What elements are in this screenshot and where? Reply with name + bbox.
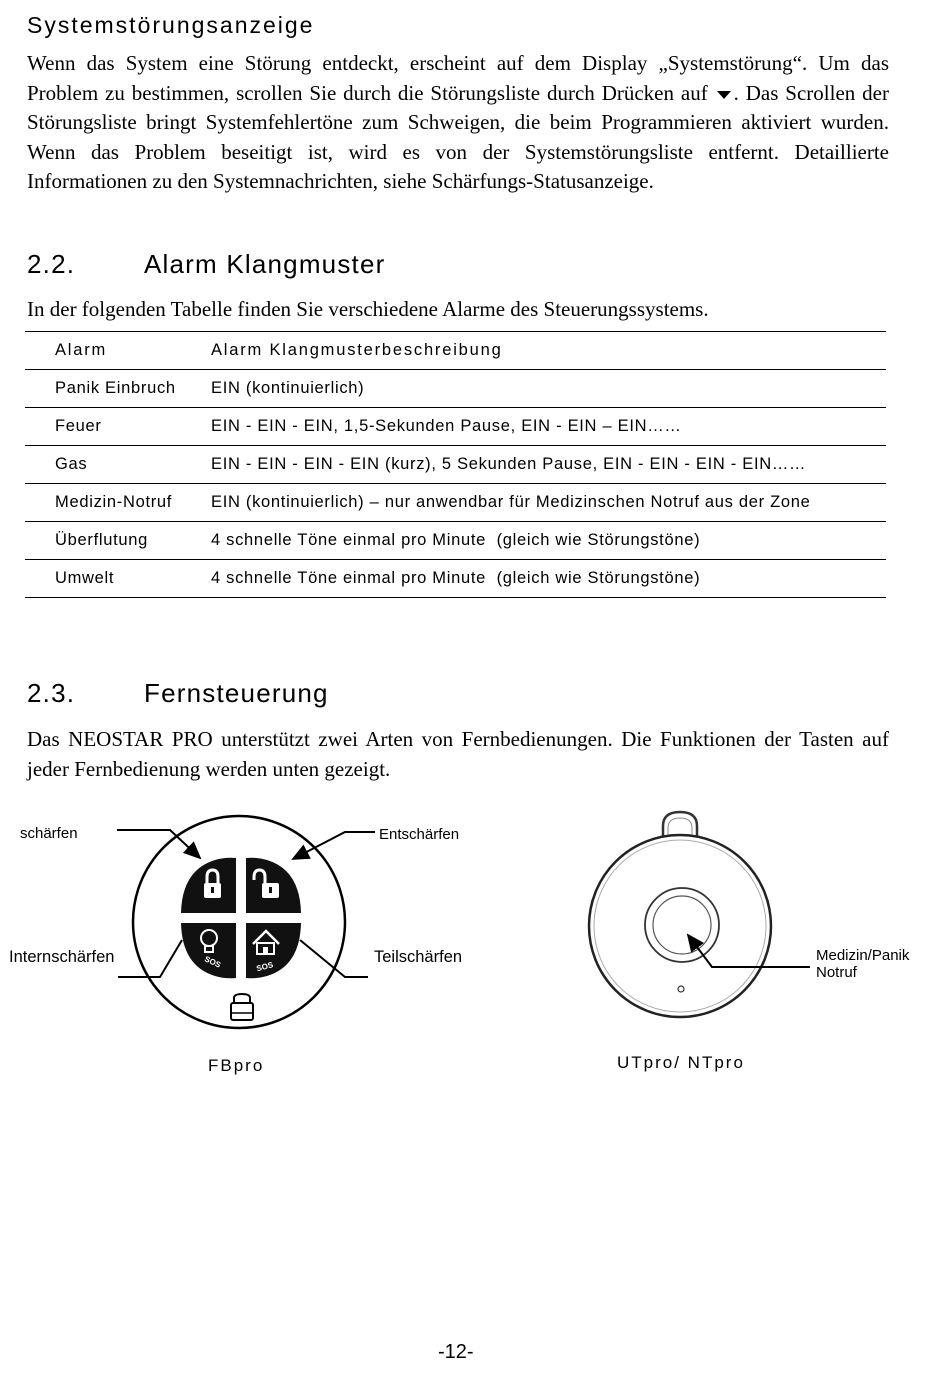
status-text-part1: Wenn das System eine Störung entdeckt, erscheint auf dem Display „Systemstörung“. Um das Problem zu bestimmen, scrollen Sie durch die Störungsliste durch Drücken auf [27, 51, 889, 105]
table-row [25, 446, 886, 484]
caption-fbpro: FBpro [208, 1056, 265, 1075]
sos-label-left: SOS [203, 954, 223, 970]
label-arm: schärfen [20, 825, 78, 842]
table-cell-alarm: Medizin-Notruf [25, 484, 211, 522]
table-row [25, 560, 886, 598]
label-medical-panic [816, 947, 909, 981]
alarm-table [25, 331, 886, 598]
arrow-down-icon [715, 89, 733, 101]
table-cell-alarm: Panik Einbruch [25, 370, 211, 408]
table-row [25, 484, 886, 522]
status-paragraph [27, 49, 889, 197]
section-title: Alarm Klangmuster [144, 249, 386, 279]
section-heading-alarm [27, 249, 385, 280]
caption-utpro: UTpro/ NTpro [617, 1053, 745, 1072]
section-number: 2.2. [27, 249, 76, 279]
table-row [25, 408, 886, 446]
table-cell-description: EIN - EIN - EIN, 1,5-Sekunden Pause, EIN - EIN – EIN…… [211, 408, 886, 446]
sos-label-right: SOS [255, 960, 275, 974]
table-cell-description: 4 schnelle Töne einmal pro Minute (gleich wie Störungstöne) [211, 522, 886, 560]
page-number: -12- [438, 1341, 474, 1363]
section-title: Fernsteuerung [144, 678, 329, 708]
utpro-remote-image [589, 812, 810, 1017]
table-cell-description: EIN (kontinuierlich) [211, 370, 886, 408]
table-cell-alarm: Überflutung [25, 522, 211, 560]
table-cell-alarm: Umwelt [25, 560, 211, 598]
label-medical-panic-line1: Medizin/Panik [816, 947, 910, 964]
table-header-cell: Alarm [25, 332, 211, 370]
table-cell-description: EIN - EIN - EIN - EIN (kurz), 5 Sekunden Pause, EIN - EIN - EIN - EIN…… [211, 446, 886, 484]
label-medical-panic-line2: Notruf [816, 964, 857, 981]
table-header-row [25, 332, 886, 370]
label-disarm: Entschärfen [379, 826, 460, 843]
table-cell-alarm: Feuer [25, 408, 211, 446]
section-heading-remote [27, 678, 329, 709]
section-title-status: Systemstörungsanzeige [27, 12, 315, 38]
remote-intro: Das NEOSTAR PRO unterstützt zwei Arten von Fernbedienungen. Die Funktionen der Tasten auf jeder Fernbedienung werden unten gezeigt. [27, 727, 889, 781]
table-header-cell: Alarm Klangmusterbeschreibung [211, 332, 886, 370]
table-cell-description: EIN (kontinuierlich) – nur anwendbar für Medizinschen Notruf aus der Zone [211, 484, 886, 522]
remote-figures [0, 790, 950, 1090]
label-home-arm: Internschärfen [9, 948, 115, 966]
table-cell-description: 4 schnelle Töne einmal pro Minute (gleich wie Störungstöne) [211, 560, 886, 598]
section-number: 2.3. [27, 678, 76, 708]
label-partial-arm: Teilschärfen [374, 948, 463, 966]
alarm-intro: In der folgenden Tabelle finden Sie verschiedene Alarme des Steuerungssystems. [27, 297, 709, 321]
table-row [25, 522, 886, 560]
status-text-part2: . Das Scrollen der Störungsliste bringt Systemfehlertöne zum Schweigen, die beim Programmieren aktiviert wurden. Wenn das Problem beseitigt ist, wird es von der Systemstörungsliste entfernt. Detaillierte Informationen zu den Systemnachrichten, siehe Schärfungs-Statusanzeige. [27, 80, 889, 194]
fbpro-remote-image [117, 816, 375, 1028]
table-row [25, 370, 886, 408]
table-cell-alarm: Gas [25, 446, 211, 484]
